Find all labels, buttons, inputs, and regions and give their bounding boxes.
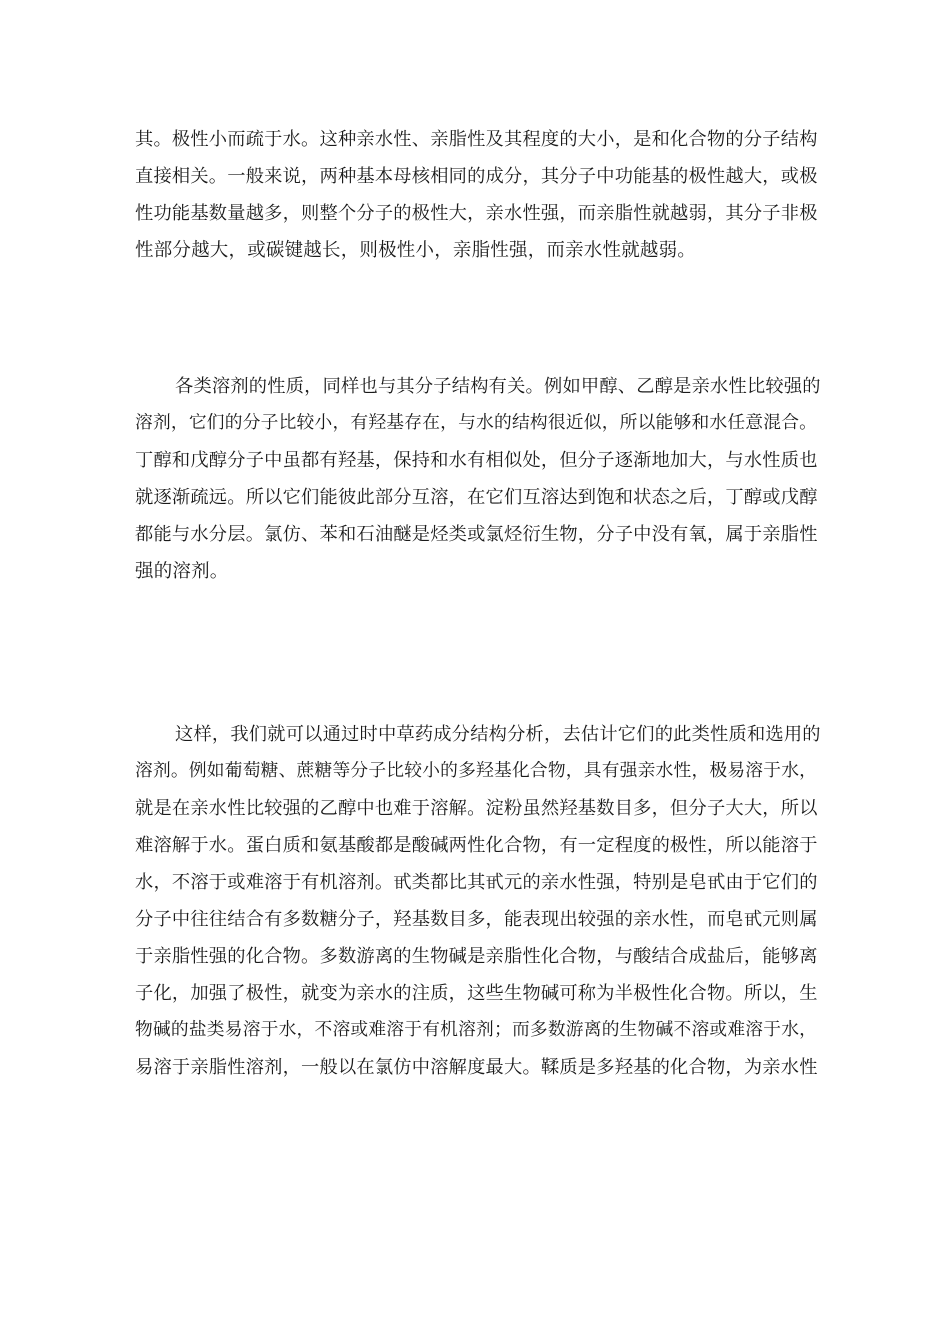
text-line: 丁醇和戊醇分子中虽都有羟基，保持和水有相似处，但分子逐渐地加大，与水性质也 <box>135 450 818 471</box>
text-line: 性部分越大，或碳键越长，则极性小，亲脂性强，而亲水性就越弱。 <box>135 240 697 261</box>
paragraph-polarity <box>135 121 825 269</box>
text-line: 其。极性小而疏于水。这种亲水性、亲脂性及其程度的大小，是和化合物的分子结构 <box>135 129 818 150</box>
text-line: 于亲脂性强的化合物。多数游离的生物碱是亲脂性化合物，与酸结合成盐后，能够离 <box>135 946 818 967</box>
text-line: 分子中往往结合有多数糖分子，羟基数目多，能表现出较强的亲水性，而皂甙元则属 <box>135 909 818 930</box>
text-line: 溶剂，它们的分子比较小，有羟基存在，与水的结构很近似，所以能够和水任意混合。 <box>135 413 818 433</box>
text-line: 直接相关。一般来说，两种基本母核相同的成分，其分子中功能基的极性越大，或极 <box>135 166 818 187</box>
text-line: 易溶于亲脂性溶剂，一般以在氯仿中溶解度最大。鞣质是多羟基的化合物，为亲水性 <box>135 1057 818 1078</box>
text-line: 水，不溶于或难溶于有机溶剂。甙类都比其甙元的亲水性强，特别是皂甙由于它们的 <box>135 872 818 893</box>
text-line: 就逐渐疏远。所以它们能彼此部分互溶，在它们互溶达到饱和状态之后，丁醇或戊醇 <box>135 487 818 508</box>
text-line: 都能与水分层。氯仿、苯和石油醚是烃类或氯烃衍生物，分子中没有氧，属于亲脂性 <box>135 524 818 545</box>
text-line: 就是在亲水性比较强的乙醇中也难于溶解。淀粉虽然羟基数目多，但分子大大，所以 <box>135 798 818 819</box>
paragraph-solvents <box>135 368 825 590</box>
text-line: 性功能基数量越多，则整个分子的极性大，亲水性强，而亲脂性就越弱，其分子非极 <box>135 203 818 224</box>
text-line: 各类溶剂的性质，同样也与其分子结构有关。例如甲醇、乙醇是亲水性比较强的 <box>175 376 821 397</box>
text-line: 强的溶剂。 <box>135 561 229 582</box>
text-line: 难溶解于水。蛋白质和氨基酸都是酸碱两性化合物，有一定程度的极性，所以能溶于 <box>135 835 818 856</box>
text-line: 子化，加强了极性，就变为亲水的注质，这些生物碱可称为半极性化合物。所以，生 <box>135 983 818 1004</box>
text-line: 这样，我们就可以通过时中草药成分结构分析，去估计它们的此类性质和选用的 <box>175 724 821 745</box>
paragraph-herbal-components <box>135 716 825 1086</box>
text-line: 溶剂。例如葡萄糖、蔗糖等分子比较小的多羟基化合物，具有强亲水性，极易溶于水， <box>135 761 818 781</box>
text-line: 物碱的盐类易溶于水，不溶或难溶于有机溶剂；而多数游离的生物碱不溶或难溶于水， <box>135 1020 818 1040</box>
